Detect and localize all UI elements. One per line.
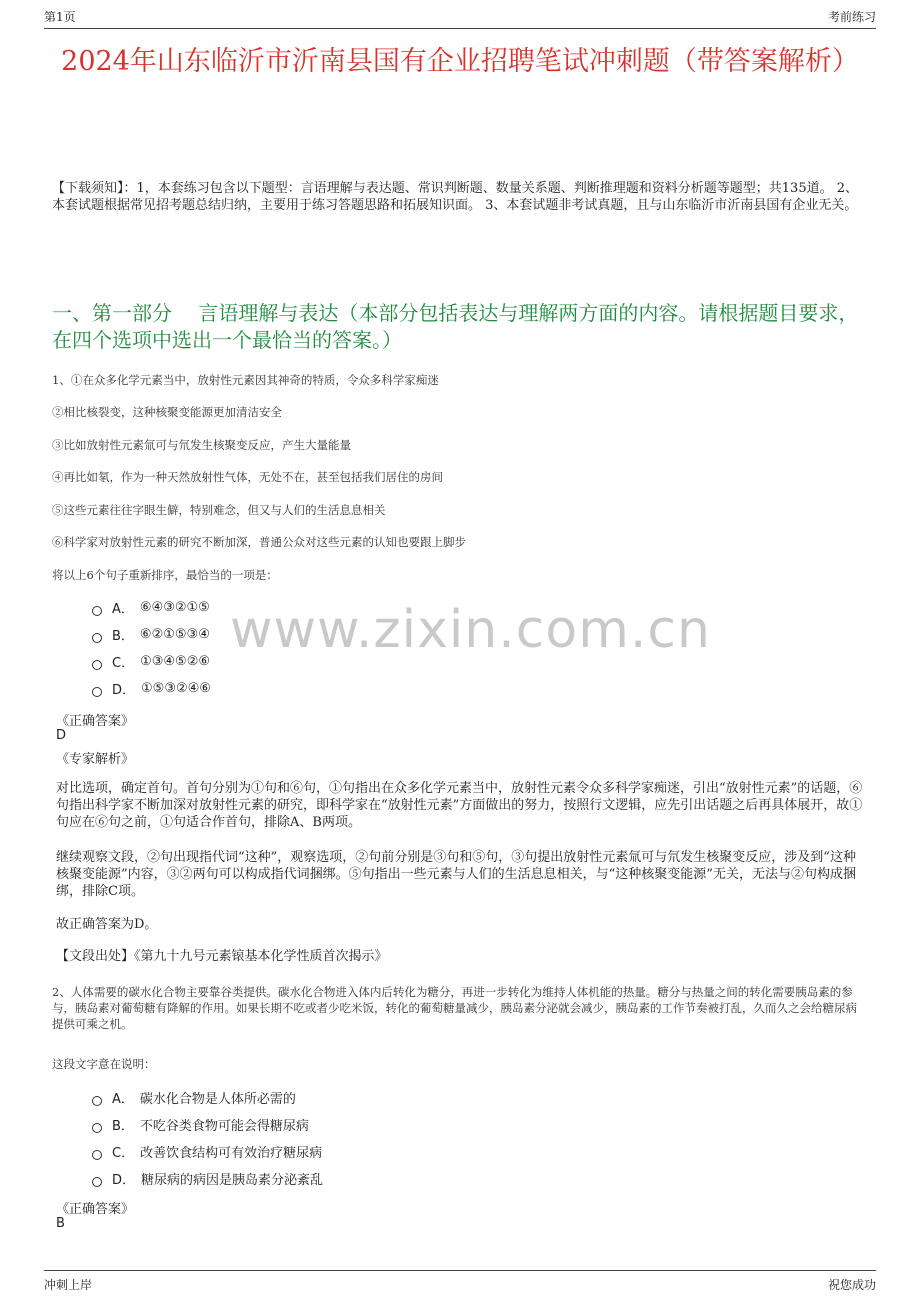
q1-line-4: ④再比如氡，作为一种天然放射性气体，无处不在，甚至包括我们居住的房间 — [52, 470, 443, 484]
radio-icon[interactable] — [92, 687, 102, 697]
option-text: 改善饮食结构可有效治疗糖尿病 — [140, 1146, 323, 1161]
radio-icon[interactable] — [92, 633, 102, 643]
option-label: A． — [112, 1092, 134, 1107]
q2-option-a[interactable] — [92, 1084, 323, 1111]
q1-answer: D — [56, 728, 67, 743]
watermark: www.zixin.com.cn — [230, 600, 711, 660]
q1-analysis-p1: 对比选项，确定首句。首句分别为①句和⑥句，①句指出在众多化学元素当中，放射性元素令众多科学家痴迷，引出“放射性元素”的话题，⑥句指出科学家不断加深对放射性元素的研究，即科学家在“放射性元素”方面做出的努力，按照行文逻辑，应先引出话题之后再具体展开，故①句应在⑥句之前，①句适合作首句，排除A、B两项。 — [56, 781, 863, 830]
option-label: C． — [112, 1146, 135, 1161]
option-text: 碳水化合物是人体所必需的 — [139, 1092, 296, 1107]
q1-analysis-p2: 继续观察文段，②句出现指代词“这种”，观察选项，②句前分别是③句和⑤句，③句提出放射性元素氚可与氘发生核聚变反应，涉及到“这种核聚变能源”内容，③②两句可以构成指代词捆绑。⑤句指出一些元素与人们的生活息息相关，与“这种核聚变能源”无关，无法与②句构成捆绑，排除C项。 — [56, 850, 856, 899]
page-header — [44, 8, 876, 29]
option-label: C． — [112, 656, 135, 671]
q1-line-2: ②相比核裂变，这种核聚变能源更加清洁安全 — [52, 405, 282, 419]
q1-option-a[interactable] — [92, 594, 211, 621]
option-text: 不吃谷类食物可能会得糖尿病 — [139, 1119, 309, 1134]
radio-icon[interactable] — [92, 606, 102, 616]
q1-analysis-p3: 故正确答案为D。 — [56, 917, 158, 932]
option-text: ⑥②①⑤③④ — [139, 627, 210, 642]
q1-source: 【文段出处】《第九十九号元素锿基本化学性质首次揭示》 — [56, 949, 388, 964]
document-title: 2024年山东临沂市沂南县国有企业招聘笔试冲刺题（带答案解析） — [61, 46, 859, 77]
download-notice: 【下载须知】：1，本套练习包含以下题型：言语理解与表达题、常识判断题、数量关系题、判断推理题和资料分析题等题型；共135道。 2、本套试题根据常见招考题总结归纳，主要用于练习答题思路和拓展知识面。 3、本套试题非考试真题，且与山东临沂市沂南县国有企业无关。 — [52, 181, 858, 213]
option-label: B． — [112, 629, 134, 644]
option-label: A． — [112, 602, 134, 617]
page-number: 第1页 — [44, 10, 76, 24]
q1-line-6: ⑥科学家对放射性元素的研究不断加深，普通公众对这些元素的认知也要跟上脚步 — [52, 535, 466, 549]
q2-option-c[interactable] — [92, 1138, 323, 1165]
header-tag: 考前练习 — [827, 10, 876, 24]
q1-line-5: ⑤这些元素往往字眼生僻，特别难念，但又与人们的生活息息相关 — [52, 503, 386, 517]
radio-icon[interactable] — [92, 1177, 102, 1187]
q1-option-c[interactable] — [92, 648, 211, 675]
q1-stem: 将以上6个句子重新排序，最恰当的一项是： — [52, 568, 278, 582]
option-text: ①⑤③②④⑥ — [141, 681, 211, 696]
radio-icon[interactable] — [92, 660, 102, 670]
option-label: D． — [112, 1173, 136, 1188]
q2-passage: 2、人体需要的碳水化合物主要靠谷类提供。碳水化合物进入体内后转化为糖分，再进一步转化为维持人体机能的热量。糖分与热量之间的转化需要胰岛素的参与，胰岛素对葡萄糖有降解的作用。如果长期不吃或者少吃米饭，转化的葡萄糖量减少，胰岛素分泌就会减少，胰岛素的工作节奏被打乱，久而久之会给糖尿病提供可乘之机。 — [52, 985, 857, 1031]
q2-option-d[interactable] — [92, 1165, 323, 1192]
footer-right: 祝您成功 — [827, 1278, 876, 1292]
radio-icon[interactable] — [92, 1096, 102, 1106]
q2-options — [92, 1084, 323, 1192]
q1-answer-label: 《正确答案》 — [56, 714, 135, 729]
q1-line-3: ③比如放射性元素氚可与氘发生核聚变反应，产生大量能量 — [52, 438, 351, 452]
q2-option-b[interactable] — [92, 1111, 323, 1138]
page-footer — [44, 1270, 876, 1293]
q2-answer: B — [56, 1216, 65, 1231]
q1-options — [92, 594, 211, 702]
q2-stem: 这段文字意在说明： — [52, 1057, 156, 1071]
q1-option-d[interactable] — [92, 675, 211, 702]
option-text: 糖尿病的病因是胰岛素分泌紊乱 — [141, 1173, 324, 1188]
section-title: 一、第一部分 言语理解与表达（本部分包括表达与理解两方面的内容。请根据题目要求，在四个选项中选出一个最恰当的答案。） — [52, 301, 859, 352]
q1-option-b[interactable] — [92, 621, 211, 648]
q1-analysis-label: 《专家解析》 — [56, 752, 135, 767]
option-text: ⑥④③②①⑤ — [139, 600, 210, 615]
option-label: D． — [112, 683, 136, 698]
footer-left: 冲刺上岸 — [44, 1278, 93, 1292]
option-text: ①③④⑤②⑥ — [140, 654, 211, 669]
q1-line-1: 1、①在众多化学元素当中，放射性元素因其神奇的特质，令众多科学家痴迷 — [52, 373, 439, 387]
radio-icon[interactable] — [92, 1150, 102, 1160]
option-label: B． — [112, 1119, 134, 1134]
q2-answer-label: 《正确答案》 — [56, 1202, 135, 1217]
radio-icon[interactable] — [92, 1123, 102, 1133]
